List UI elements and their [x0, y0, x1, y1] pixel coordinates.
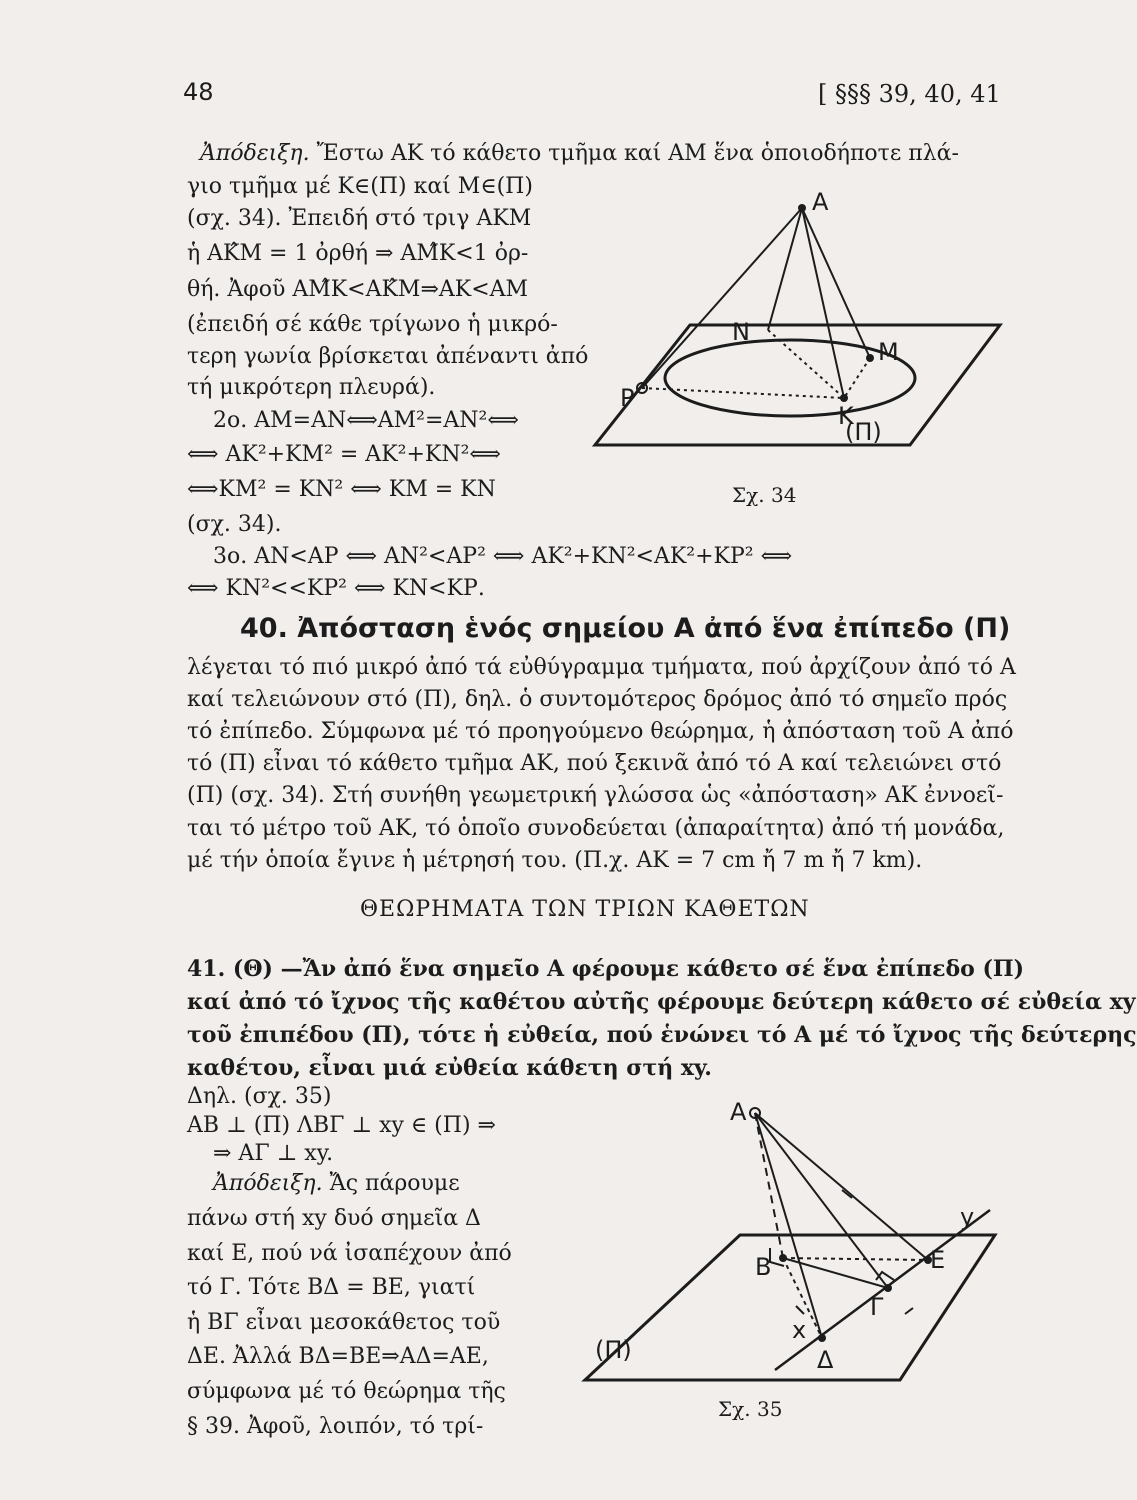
body-line: ται τό μέτρο τοῦ ΑΚ, τό ὁποῖο συνοδεύεται (ἀπαραίτητα) ἀπό τή μονάδα, — [187, 816, 1005, 841]
label-D: Δ — [817, 1346, 834, 1374]
segment-AP — [642, 208, 802, 388]
plane-parallelogram — [595, 325, 1000, 445]
point-G — [884, 1284, 892, 1292]
label-E: E — [930, 1246, 946, 1274]
label-plane: (Π) — [845, 418, 882, 446]
body-line: τό ἐπίπεδο. Σύμφωνα μέ τό προηγούμενο θεώρημα, ἡ ἀπόσταση τοῦ Α ἀπό — [187, 719, 1014, 744]
proof-line: θή. Ἀφοῦ ΑΜ̂Κ<ΑΚ̂Μ⇒ΑΚ<ΑΜ — [187, 277, 529, 302]
right-angle-G — [876, 1272, 894, 1280]
theorem-line: τοῦ ἐπιπέδου (Π), τότε ἡ εὐθεία, πού ἑνώνει τό Α μέ τό ἴχνος τῆς δεύτερης — [187, 1022, 1137, 1048]
body-line: μέ τήν ὁποία ἔγινε ἡ μέτρησή του. (Π.χ. ΑΚ = 7 cm ἤ 7 m ἤ 7 km). — [187, 848, 923, 873]
theorem-line: 41. (Θ) —Ἄν ἀπό ἕνα σημεῖο Α φέρουμε κάθετο σέ ἕνα ἐπίπεδο (Π) — [187, 956, 1025, 982]
label-N: N — [732, 318, 750, 346]
proof-line: τή μικρότερη πλευρά). — [187, 375, 436, 400]
proof-first-line — [213, 1170, 460, 1198]
theorem-line: καί ἀπό τό ἴχνος τῆς καθέτου αὐτῆς φέρουμε δεύτερη κάθετο σέ εὐθεία xy — [187, 989, 1136, 1015]
proof-line: Ἔστω ΑΚ τό κάθετο τμῆμα καί ΑΜ ἕνα ὁποιοδήποτε πλά- — [316, 141, 959, 166]
label-y: y — [960, 1203, 975, 1231]
segment-BE — [783, 1258, 928, 1260]
body-line: λέγεται τό πιό μικρό ἀπό τά εὐθύγραμμα τμήματα, πού ἀρχίζουν ἀπό τό Α — [187, 655, 1016, 680]
given-line: ΑΒ ⊥ (Π) ΛΒΓ ⊥ xy ∈ (Π) ⇒ — [187, 1113, 496, 1138]
theorems-title: ΘΕΩΡΗΜΑΤΑ ΤΩΝ ΤΡΙΩΝ ΚΑΘΕΤΩΝ — [360, 897, 810, 922]
proof-line: § 39. Ἀφοῦ, λοιπόν, τό τρί- — [187, 1414, 484, 1439]
label-plane: (Π) — [595, 1336, 632, 1364]
proof-line: 2ο. ΑΜ=ΑΝ⟺ΑΜ²=ΑΝ²⟺ — [213, 408, 519, 433]
body-line: (Π) (σχ. 34). Στή συνήθη γεωμετρική γλώσσα ὡς «ἀπόσταση» ΑΚ ἐννοεῖ- — [187, 783, 1004, 808]
caption-35: Σχ. 35 — [718, 1397, 783, 1421]
segment-BG — [783, 1258, 888, 1288]
proof-line: 3ο. ΑΝ<ΑΡ ⟺ ΑΝ²<ΑΡ² ⟺ ΑΚ²+ΚΝ²<ΑΚ²+ΚΡ² ⟺ — [213, 544, 793, 569]
body-line: τό (Π) εἶναι τό κάθετο τμῆμα ΑΚ, πού ξεκινᾶ ἀπό τό Α καί τελειώνει στό — [187, 751, 1002, 776]
section-reference: [ §§§ 39, 40, 41 — [818, 80, 1001, 108]
segment-AM — [802, 208, 870, 358]
proof-line: τερη γωνία βρίσκεται ἀπέναντι ἀπό — [187, 344, 589, 369]
segment-AG — [755, 1113, 888, 1288]
caption-34: Σχ. 34 — [732, 483, 797, 507]
label-P: P — [620, 384, 635, 412]
proof-line: ἡ ΑΚ̂Μ = 1 ὀρθή ⇒ ΑΜ̂Κ<1 ὀρ- — [187, 241, 529, 266]
page-number: 48 — [183, 78, 214, 106]
proof-line: πάνω στή xy δυό σημεῖα Δ — [187, 1206, 481, 1231]
given-line: ⇒ ΑΓ ⊥ xy. — [213, 1141, 334, 1166]
given-line: Δηλ. (σχ. 35) — [187, 1084, 332, 1109]
proof-line: τό Γ. Τότε ΒΔ = ΒΕ, γιατί — [187, 1275, 476, 1300]
point-K — [840, 394, 848, 402]
label-G: Γ — [870, 1293, 884, 1321]
proof-line: ἡ ΒΓ εἶναι μεσοκάθετος τοῦ — [187, 1310, 501, 1335]
section-40-heading: 40. Ἀπόσταση ἑνός σημείου Α ἀπό ἕνα ἐπίπεδο (Π) — [240, 613, 1011, 644]
segment-KM — [844, 358, 870, 398]
label-x: x — [792, 1316, 807, 1344]
proof-first-line — [200, 140, 959, 168]
tick-mark — [905, 1308, 913, 1314]
proof-line: ΔΕ. Ἀλλά ΒΔ=ΒΕ⇒ΑΔ=ΑΕ, — [187, 1344, 489, 1369]
proof-line: (σχ. 34). Ἐπειδή στό τριγ ΑΚΜ — [187, 206, 532, 231]
proof-line: (ἐπειδή σέ κάθε τρίγωνο ἡ μικρό- — [187, 312, 558, 337]
proof-label: Ἀπόδειξη. — [213, 1171, 323, 1196]
body-line: καί τελειώνουν στό (Π), δηλ. ὁ συντομότερος δρόμος ἀπό τό σημεῖο πρός — [187, 687, 1008, 712]
figure-34 — [580, 180, 1000, 510]
segment-AE — [755, 1113, 928, 1260]
tick-mark — [796, 1306, 804, 1314]
segment-AK — [802, 208, 844, 398]
label-B: B — [755, 1253, 772, 1281]
proof-line: σύμφωνα μέ τό θεώρημα τῆς — [187, 1379, 506, 1404]
proof-line: γιο τμῆμα μέ Κ∈(Π) καί Μ∈(Π) — [187, 174, 533, 199]
point-A — [798, 204, 806, 212]
proof-line: ⟺ ΚΝ²<<ΚΡ² ⟺ ΚΝ<ΚΡ. — [187, 576, 485, 601]
proof-line: ⟺ ΑΚ²+ΚΜ² = ΑΚ²+ΚΝ²⟺ — [187, 442, 501, 467]
point-D — [818, 1334, 826, 1342]
point-B — [779, 1254, 787, 1262]
proof-line: καί Ε, πού νά ἰσαπέχουν ἀπό — [187, 1241, 512, 1266]
proof-label: Ἀπόδειξη. — [200, 141, 310, 166]
proof-line: ⟺ΚΜ² = ΚΝ² ⟺ ΚΜ = ΚΝ — [187, 477, 496, 502]
label-K: K — [838, 402, 854, 430]
label-A: A — [730, 1098, 747, 1126]
proof-line: (σχ. 34). — [187, 512, 282, 537]
label-M: M — [878, 338, 899, 366]
label-A: A — [812, 188, 829, 216]
segment-AD — [755, 1113, 822, 1338]
figure-35 — [570, 1090, 1000, 1450]
point-M — [866, 354, 874, 362]
proof-line: Ἄς πάρουμε — [329, 1171, 460, 1196]
theorem-line: καθέτου, εἶναι μιά εὐθεία κάθετη στή xy. — [187, 1055, 712, 1081]
